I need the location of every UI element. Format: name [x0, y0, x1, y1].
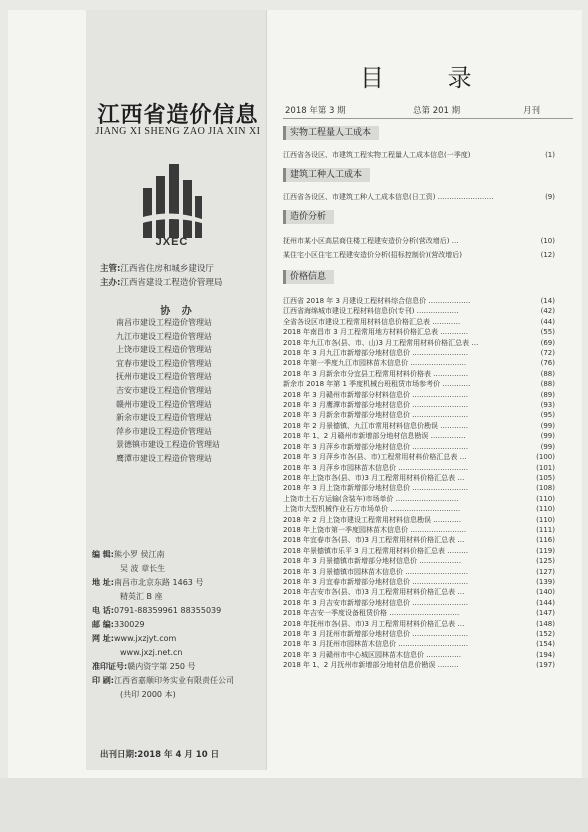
list-item: 吉安市建设工程造价管理站 — [116, 385, 212, 395]
toc-entry[interactable] — [283, 515, 555, 525]
info-row — [92, 604, 264, 618]
toc-entry[interactable] — [283, 608, 555, 618]
toc-entry-list — [283, 148, 555, 162]
entry-title: 2018 年 3 月萍乡市园林苗木信息价 ………………………… — [283, 463, 469, 472]
entry-page: (110) — [536, 515, 555, 524]
entry-page: (88) — [540, 380, 555, 389]
entry-page: (111) — [536, 525, 555, 534]
list-item: 九江市建设工程造价管理站 — [116, 331, 212, 341]
toc-entry[interactable] — [283, 452, 555, 462]
toc-entry[interactable] — [283, 463, 555, 473]
journal-pinyin: JIANG XI SHENG ZAO JIA XIN XI — [95, 126, 261, 137]
toc-entry[interactable] — [283, 494, 555, 504]
entry-title: 2018 年第一季度九江市园林苗木信息价 …………………… — [283, 359, 467, 368]
toc-entry[interactable] — [283, 629, 555, 639]
info-value: www.jxzjyt.com — [113, 634, 177, 643]
sponsor-line-2 — [100, 276, 222, 288]
info-value: (共印 2000 本) — [120, 690, 176, 699]
entry-title: 2018 年 3 月赣州市中心城区园林苗木信息价 …………… — [283, 650, 462, 659]
toc-entry[interactable] — [283, 348, 555, 358]
toc-entry[interactable] — [283, 410, 555, 420]
toc-entry[interactable] — [283, 660, 555, 670]
entry-title: 上饶市土石方运输(含装车)市场单价 ……………………… — [283, 494, 459, 503]
entry-page: (99) — [540, 432, 555, 441]
entry-page: (197) — [536, 661, 555, 670]
toc-entry[interactable] — [283, 317, 555, 327]
toc-entry[interactable] — [283, 431, 555, 441]
entry-page: (89) — [540, 390, 555, 399]
entry-page: (100) — [536, 453, 555, 462]
entry-page: (55) — [540, 328, 555, 337]
issue-number: 2018 年第 3 期 — [285, 106, 346, 116]
entry-title: 2018 年九江市各(县、市、山)3 月工程常用材料价格汇总表 … — [283, 338, 479, 347]
list-item: 抚州市建设工程造价管理站 — [116, 372, 212, 382]
info-row — [92, 548, 264, 562]
sponsor-label: 主办: — [100, 278, 121, 288]
info-row — [92, 562, 264, 576]
entry-title: 2018 年上饶市各(县、市)3 月工程常用材料价格汇总表 … — [283, 473, 465, 482]
info-label: 印 刷: — [92, 676, 114, 685]
entry-page: (108) — [536, 484, 555, 493]
publication-info — [92, 548, 264, 702]
toc-entry[interactable] — [283, 639, 555, 649]
entry-title: 2018 年宜春市各(县、市)3 月工程常用材料价格汇总表 … — [283, 536, 465, 545]
toc-entry[interactable] — [283, 525, 555, 535]
toc-entry[interactable] — [283, 587, 555, 597]
toc-title: 目 录 — [360, 64, 500, 92]
info-value: 330029 — [113, 620, 145, 629]
entry-page: (9) — [545, 193, 555, 201]
info-value: 吴 波 章长生 — [120, 564, 166, 573]
entry-page: (125) — [536, 557, 555, 566]
entry-page: (110) — [536, 505, 555, 514]
section-heading: 实物工程量人工成本 — [283, 126, 379, 140]
entry-title: 2018 年 1、2 月抚州市新增部分地材信息价勘误 ……… — [283, 661, 459, 670]
toc-entry[interactable] — [283, 567, 555, 577]
toc-entry[interactable] — [283, 296, 555, 306]
entry-title: 2018 年 1、2 月赣州市新增部分地材信息勘误 …………… — [283, 432, 466, 441]
toc-entry[interactable] — [283, 248, 555, 262]
list-item: 宜春市建设工程造价管理站 — [116, 358, 212, 368]
entry-title: 2018 年 2 月景德镇、九江市常用材料信息价勘误 ………… — [283, 421, 469, 430]
entry-page: (110) — [536, 494, 555, 503]
info-value: 熊小罗 侯江南 — [113, 550, 165, 559]
info-row — [92, 590, 264, 604]
list-item: 南昌市建设工程造价管理站 — [116, 318, 212, 327]
info-row — [92, 646, 264, 660]
entry-title: 江西省各设区、市建筑工种人工成本信息(日工资) …………………… — [283, 193, 494, 201]
entry-page: (1) — [545, 151, 555, 159]
entry-title: 2018 年景德镇市乐平 3 月工程常用材料价格汇总表 ……… — [283, 546, 469, 555]
info-label: 邮 编: — [92, 620, 114, 629]
toc-entry[interactable] — [283, 598, 555, 608]
entry-title: 2018 年 3 月新余市新增部分地材信息价 …………………… — [283, 411, 469, 420]
info-value: 南昌市北京东路 1463 号 — [113, 578, 204, 587]
sponsor-label: 主管: — [100, 264, 121, 274]
entry-title: 新余市 2018 年第 1 季度机械台班租赁市场参考价 ………… — [283, 380, 471, 389]
toc-entry[interactable] — [283, 546, 555, 556]
toc-entry[interactable] — [283, 327, 555, 337]
entry-page: (139) — [536, 577, 555, 586]
entry-title: 2018 年 3 月宜春市新增部分地材信息价 …………………… — [283, 577, 469, 586]
entry-page: (99) — [540, 442, 555, 451]
journal-title: 江西省造价信息 — [97, 102, 259, 128]
toc-entry[interactable] — [283, 400, 555, 410]
entry-page: (44) — [540, 317, 555, 326]
section-heading: 价格信息 — [283, 270, 334, 284]
entry-page: (105) — [536, 473, 555, 482]
entry-page: (116) — [536, 536, 555, 545]
entry-title: 2018 年 3 月景德镇市新增部分地材信息价 ……………… — [283, 557, 462, 566]
info-value: 赣内资字第 250 号 — [127, 662, 196, 671]
toc-entry[interactable] — [283, 556, 555, 566]
entry-page: (95) — [540, 411, 555, 420]
toc-entry[interactable] — [283, 483, 555, 493]
entry-page: (72) — [540, 349, 555, 358]
info-row — [92, 660, 264, 674]
co-organizer-list — [116, 316, 266, 466]
sponsor-value: 江西省住房和城乡建设厅 — [120, 264, 214, 274]
entry-title: 2018 年 3 月萍乡市各(县、市)工程常用材料价格汇总表 … — [283, 453, 467, 462]
info-row — [92, 618, 264, 632]
section-heading: 造价分析 — [283, 210, 334, 224]
entry-title: 抚州市某小区高层商住楼工程建安造价分析(营改增后) … — [283, 237, 459, 245]
toc-entry-list — [283, 190, 555, 204]
entry-title: 江西省各设区、市建筑工程实物工程量人工成本信息(一季度) — [283, 151, 471, 159]
entry-page: (10) — [540, 237, 555, 245]
info-label: 编 辑: — [92, 550, 114, 559]
toc-entry[interactable] — [283, 390, 555, 400]
issue-total: 总第 201 期 — [413, 106, 461, 116]
toc-entry[interactable] — [283, 148, 555, 162]
entry-page: (93) — [540, 401, 555, 410]
info-label: 准印证号: — [92, 662, 128, 671]
sponsor-line-1 — [100, 262, 214, 274]
info-value: 0791-88359961 88355039 — [113, 606, 222, 615]
info-label: 电 话: — [92, 606, 114, 615]
entry-page: (127) — [536, 567, 555, 576]
info-value: 江西省嘉顺印务实业有限责任公司 — [113, 676, 234, 685]
co-organizer-title: 协 办 — [160, 306, 196, 317]
entry-page: (148) — [536, 619, 555, 628]
info-row — [92, 576, 264, 590]
list-item: 萍乡市建设工程造价管理站 — [116, 426, 212, 436]
info-label: 地 址: — [92, 578, 114, 587]
entry-page: (194) — [536, 650, 555, 659]
toc-entry[interactable] — [283, 190, 555, 204]
entry-title: 2018 年 3 月九江市新增部分地材信息价 …………………… — [283, 349, 469, 358]
issue-bar — [283, 102, 573, 119]
entry-title: 2018 年 3 月鹰潭市新增部分地材信息价 …………………… — [283, 401, 469, 410]
issue-date: 出刊日期:2018 年 4 月 10 日 — [100, 750, 220, 760]
section-heading: 建筑工种人工成本 — [283, 168, 370, 182]
toc-entry[interactable] — [283, 473, 555, 483]
entry-title: 2018 年 3 月萍乡市新增部分地材信息价 …………………… — [283, 442, 469, 451]
toc-entry-list — [283, 296, 555, 671]
entry-page: (14) — [540, 297, 555, 305]
entry-title: 2018 年 3 月抚州市园林苗木信息价 ………………………… — [283, 640, 469, 649]
entry-page: (119) — [536, 546, 555, 555]
entry-page: (99) — [540, 421, 555, 430]
entry-title: 2018 年上饶市第一季度园林苗木信息价 …………………… — [283, 525, 467, 534]
entry-title: 江西省海绵城市建设工程材料信息价(专刊) ……………… — [283, 307, 459, 316]
list-item: 新余市建设工程造价管理站 — [116, 413, 212, 423]
toc-entry[interactable] — [283, 358, 555, 368]
toc-entry[interactable] — [283, 650, 555, 660]
entry-title: 2018 年吉安一季度设备租赁价格 ………………………… — [283, 609, 460, 618]
info-label: 网 址: — [92, 634, 114, 643]
entry-page: (101) — [536, 463, 555, 472]
entry-title: 2018 年 3 月新余市分宜县工程常用材料价格表 …………… — [283, 369, 469, 378]
toc-entry[interactable] — [283, 306, 555, 316]
logo-text: JXEC — [155, 236, 189, 248]
entry-title: 2018 年 3 月抚州市新增部分地材信息价 …………………… — [283, 630, 469, 638]
entry-title: 某住宅小区住宅工程建安造价分析(招标控制价)(营改增后) — [283, 251, 462, 259]
entry-title: 全省各设区市建设工程常用材料信息价格汇总表 ………… — [283, 317, 461, 326]
entry-page: (69) — [540, 338, 555, 347]
toc-entry[interactable] — [283, 338, 555, 348]
entry-title: 江西省 2018 年 3 月建设工程材料综合信息价 ……………… — [283, 297, 471, 305]
entry-page: (147) — [536, 609, 555, 618]
entry-title: 2018 年南昌市 3 月工程常用地方材料价格汇总表 ………… — [283, 328, 469, 337]
info-row — [92, 632, 264, 646]
entry-title: 2018 年 3 月吉安市新增部分地材信息价 …………………… — [283, 598, 469, 607]
toc-entry[interactable] — [283, 535, 555, 545]
entry-title: 2018 年 3 月景德镇市园林苗木信息价 ……………………… — [283, 567, 469, 576]
toc-entry[interactable] — [283, 379, 555, 389]
entry-page: (152) — [536, 630, 555, 638]
info-row — [92, 674, 264, 688]
toc-entry[interactable] — [283, 504, 555, 514]
list-item: 赣州市建设工程造价管理站 — [116, 399, 212, 409]
sponsor-value: 江西省建设工程造价管理局 — [120, 278, 223, 288]
entry-page: (88) — [540, 369, 555, 378]
entry-page: (140) — [536, 588, 555, 597]
info-value: 精英汇 B 座 — [120, 592, 163, 601]
entry-page: (144) — [536, 598, 555, 607]
entry-title: 2018 年 3 月上饶市新增部分地材信息价 …………………… — [283, 484, 469, 493]
entry-title: 2018 年 2 月上饶市建设工程常用材料信息勘误 ………… — [283, 515, 462, 524]
list-item: 景德镇市建设工程造价管理站 — [116, 440, 220, 450]
toc-entry[interactable] — [283, 442, 555, 452]
entry-title: 上饶市大型机械作业石方市场单价 ………………………… — [283, 505, 461, 514]
toc-entry[interactable] — [283, 369, 555, 379]
toc-entry[interactable] — [283, 234, 555, 248]
entry-page: (12) — [540, 251, 555, 259]
page-bottom-margin — [0, 778, 588, 832]
entry-title: 2018 年抚州市各(县、市)3 月工程常用材料价格汇总表 … — [283, 619, 465, 628]
toc-entry[interactable] — [283, 577, 555, 587]
entry-page: (154) — [536, 640, 555, 649]
entry-page: (42) — [540, 307, 555, 316]
jxec-logo-icon — [137, 158, 207, 238]
toc-entry[interactable] — [283, 619, 555, 629]
info-value: www.jxzj.net.cn — [120, 648, 183, 657]
entry-page: (76) — [540, 359, 555, 368]
list-item: 上饶市建设工程造价管理站 — [116, 345, 212, 355]
entry-title: 2018 年 3 月赣州市新增部分材料信息价 …………………… — [283, 390, 469, 399]
issue-frequency: 月刊 — [523, 106, 541, 116]
entry-title: 2018 年吉安市各(县、市)3 月工程常用材料价格汇总表 … — [283, 588, 465, 597]
list-item: 鹰潭市建设工程造价管理站 — [116, 453, 212, 463]
info-row — [92, 688, 264, 702]
toc-entry-list — [283, 234, 555, 262]
toc-entry[interactable] — [283, 421, 555, 431]
